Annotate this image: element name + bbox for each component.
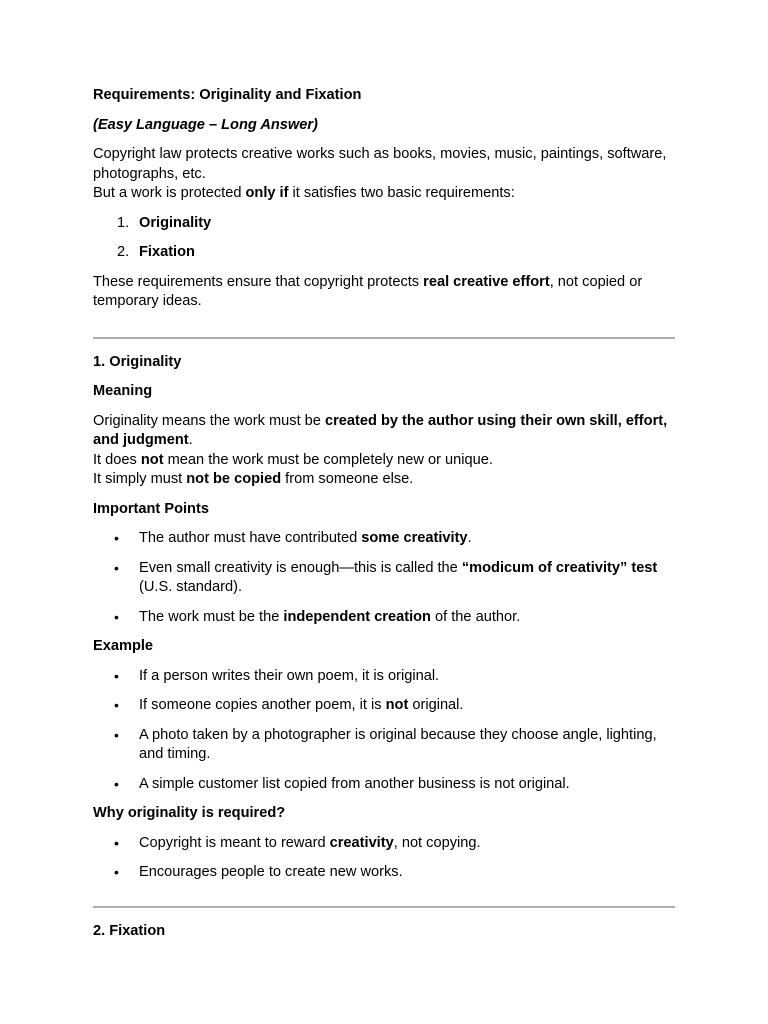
bullet-icon: • — [114, 834, 119, 851]
document-title: Requirements: Originality and Fixation — [93, 87, 362, 103]
list-item-end: (U.S. standard). — [139, 579, 243, 595]
list-item-bold: “modicum of creativity” test — [461, 559, 658, 576]
list-item-label: Originality — [139, 214, 212, 231]
list-item-end: original. — [408, 697, 464, 713]
meaning-paragraph — [93, 412, 675, 490]
requirements-list — [93, 214, 675, 263]
intro-paragraph — [93, 145, 675, 204]
list-item-bold: some creativity — [361, 530, 468, 546]
list-number: 2. — [117, 244, 130, 260]
list-item-text: Even small creativity is enough—this is called the — [139, 559, 462, 576]
ensure-end: , not copied or temporary ideas. — [93, 273, 643, 309]
list-item-text: Copyright is meant to reward — [139, 834, 330, 851]
list-item-bold: independent creation — [283, 608, 431, 625]
subheading-why-originality: Why originality is required? — [93, 805, 286, 821]
bullet-icon: • — [114, 864, 119, 880]
list-item-bold: creativity — [329, 834, 394, 851]
list-item-text: If a person writes their own poem, it is original. — [139, 667, 440, 684]
list-item-end: of the author. — [430, 608, 521, 625]
bullet-icon: • — [114, 775, 119, 792]
subheading-example: Example — [93, 638, 154, 654]
meaning-bold: not be copied — [186, 471, 282, 487]
meaning-end: mean the work must be completely new or unique. — [163, 451, 493, 468]
document-page — [93, 86, 675, 951]
list-item — [93, 559, 675, 598]
list-item — [93, 529, 675, 549]
section-divider — [93, 906, 675, 908]
subheading-meaning: Meaning — [93, 383, 153, 399]
meaning-text: It does — [93, 451, 141, 468]
meaning-text: Originality means the work must be — [93, 412, 325, 429]
intro-line-2-bold: only if — [245, 185, 289, 201]
intro-line-1: Copyright law protects creative works such as books, movies, music, paintings, software, photographs, etc. — [93, 146, 667, 182]
list-item-text: A simple customer list copied from another business is not original. — [139, 775, 570, 792]
section-heading-originality: 1. Originality — [93, 353, 182, 370]
list-number: 1. — [117, 214, 130, 231]
section-heading-fixation: 2. Fixation — [93, 922, 166, 939]
list-item — [93, 243, 675, 263]
bullet-icon: • — [114, 667, 119, 684]
important-points-list — [93, 529, 675, 627]
list-item-text: The author must have contributed — [139, 530, 362, 546]
bullet-icon: • — [114, 530, 119, 546]
ensure-text: These requirements ensure that copyright protects — [93, 273, 424, 290]
list-item-text: If someone copies another poem, it is — [139, 697, 386, 713]
meaning-end: . — [188, 432, 193, 448]
list-item — [93, 834, 675, 854]
list-item — [93, 726, 675, 765]
meaning-text: It simply must — [93, 471, 187, 487]
list-item — [93, 667, 675, 687]
intro-line-2-end: it satisfies two basic requirements: — [288, 185, 515, 201]
ensure-paragraph — [93, 273, 675, 312]
list-item-text: Encourages people to create new works. — [139, 864, 403, 880]
bullet-icon: • — [114, 726, 119, 743]
list-item — [93, 775, 675, 795]
meaning-end: from someone else. — [281, 471, 414, 487]
why-list — [93, 834, 675, 883]
examples-list — [93, 667, 675, 795]
bullet-icon: • — [114, 608, 119, 625]
list-item-end: . — [467, 530, 472, 546]
ensure-bold: real creative effort — [423, 273, 550, 290]
bullet-icon: • — [114, 559, 119, 576]
list-item-bold: not — [385, 697, 409, 713]
list-item — [93, 863, 675, 883]
list-item-text: The work must be the — [139, 608, 284, 625]
meaning-bold: not — [140, 451, 164, 468]
bullet-icon: • — [114, 697, 119, 713]
intro-line-2-text: But a work is protected — [93, 185, 246, 201]
section-divider — [93, 337, 675, 339]
subheading-important-points: Important Points — [93, 500, 209, 517]
list-item-label: Fixation — [139, 244, 195, 260]
list-item-text: A photo taken by a photographer is original because they choose angle, lighting, and timing. — [139, 726, 657, 762]
list-item — [93, 696, 675, 716]
list-item — [93, 608, 675, 628]
document-subtitle: (Easy Language – Long Answer) — [93, 116, 318, 133]
list-item — [93, 214, 675, 234]
list-item-end: , not copying. — [393, 834, 481, 851]
meaning-bold: created by the author using their own skill, effort, and judgment — [93, 412, 668, 448]
